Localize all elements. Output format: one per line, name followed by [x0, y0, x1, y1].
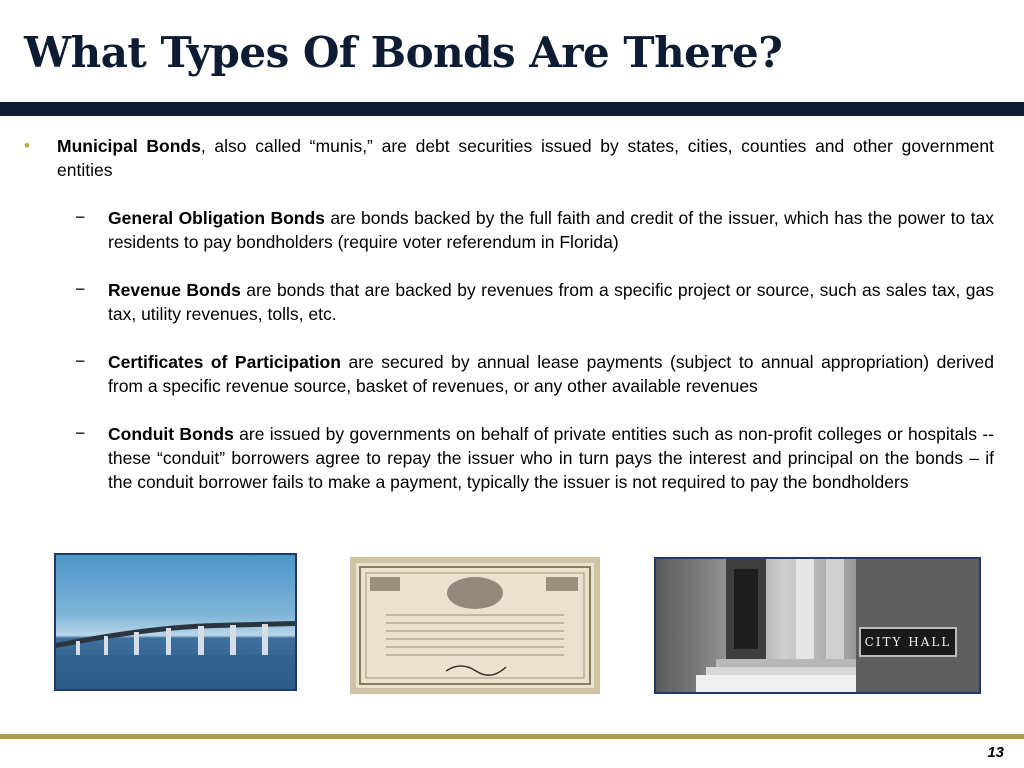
- city-hall-illustration: [656, 559, 979, 692]
- sub-bullet-marker: −: [75, 207, 86, 227]
- bridge-photo: [54, 553, 297, 691]
- bridge-illustration: [56, 555, 295, 689]
- sub-bullet-term: Certificates of Participation: [108, 352, 341, 372]
- footer-divider: [0, 734, 1024, 739]
- bullet-municipal-bonds: [24, 134, 994, 182]
- sub-bullet-text: are secured by annual lease payments (subject to annual appropriation) derived from a specific revenue source, basket of revenues, or any other available revenues: [108, 352, 994, 396]
- city-hall-sign: CITY HALL: [859, 627, 957, 657]
- sub-bullet-marker: −: [75, 423, 86, 443]
- sub-bullet-marker: −: [75, 351, 86, 371]
- sub-bullet-text: are bonds backed by the full faith and credit of the issuer, which has the power to tax residents to pay bondholders (require voter referendum in Florida): [108, 208, 994, 252]
- sub-bullet-marker: −: [75, 279, 86, 299]
- sub-bullet-certificates-of-participation: [24, 350, 994, 398]
- sub-bullet-text: are bonds that are backed by revenues from a specific project or source, such as sales tax, gas tax, utility revenues, tolls, etc.: [108, 280, 994, 324]
- title-divider: [0, 102, 1024, 116]
- bond-certificate-photo: [350, 557, 600, 694]
- slide-content: [24, 134, 994, 494]
- sub-bullet-term: General Obligation Bonds: [108, 208, 325, 228]
- slide-title: What Types Of Bonds Are There?: [24, 28, 783, 77]
- sub-bullet-conduit-bonds: [24, 422, 994, 494]
- sub-bullet-term: Conduit Bonds: [108, 424, 234, 444]
- bond-certificate-illustration: [356, 563, 594, 688]
- city-hall-photo: [654, 557, 981, 694]
- bullet-text: , also called “munis,” are debt securities issued by states, cities, counties and other government entities: [57, 136, 995, 180]
- page-number: 13: [987, 744, 1004, 761]
- sub-bullet-text: are issued by governments on behalf of private entities such as non-profit colleges or hospitals -- these “conduit” borrowers agree to repay the issuer who in turn pays the interest and principal on the bonds – if the conduit borrower fails to make a payment, typically the issuer is not required to pay the bondholders: [108, 424, 994, 492]
- sub-bullet-revenue-bonds: [24, 278, 994, 326]
- sub-bullet-general-obligation: [24, 206, 994, 254]
- bullet-marker: •: [24, 136, 30, 155]
- bullet-term: Municipal Bonds: [57, 136, 201, 156]
- sub-bullet-term: Revenue Bonds: [108, 280, 241, 300]
